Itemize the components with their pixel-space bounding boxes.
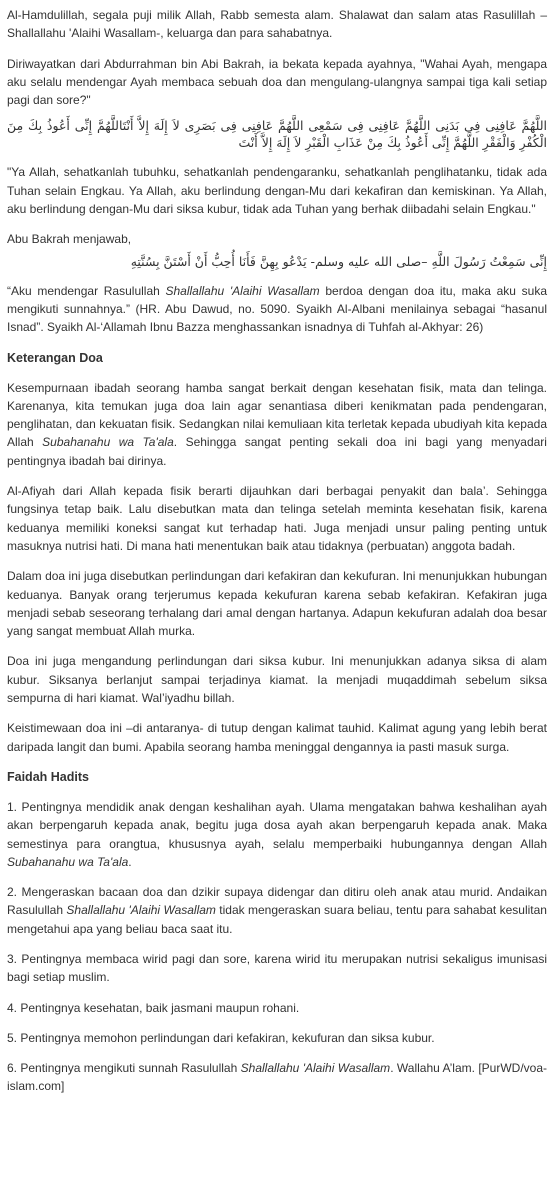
faidah-text: 1. Pentingnya mendidik anak dengan keshalihan ayah. Ulama mengatakan bahwa keshalihan ayah akan berpengaruh kepada anak, begitu juga dosa ayah akan berpengaruh kepada anak. Maka semestinya para orangtua, khususnya ayah, selalu memperbaiki hubungannya dengan Allah (7, 799, 547, 851)
faidah-text: . (128, 854, 132, 869)
keterangan-text: Kesempurnaan ibadah seorang hamba sangat berkait dengan kesehatan fisik, mata dan telinga. Karenanya, kita temukan juga doa lain agar senantiasa diberi kenikmatan pada pendengaran, penglihatan, dan kekuatan fisik. Sedangkan nilai kemuliaan kita terletak kepada ubudiyah kita kepada Allah (7, 380, 547, 450)
answer-arabic-text: إِنِّى سَمِعْتُ رَسُولَ اللَّهِ –صلى الله عليه وسلم- يَدْعُو بِهِنَّ فَأَنَا أُحِبُّ أَنْ أَسْتَنَّ بِسُنَّتِهِ (130, 253, 547, 269)
answer-translation-text: “Aku mendengar Rasulullah (7, 283, 166, 298)
dua-arabic-text: اللَّهُمَّ عَافِنِى فِى بَدَنِى اللَّهُمَّ عَافِنِى فِى سَمْعِى اللَّهُمَّ عَافِنِى فِى بَصَرِى لاَ إِلَهَ إِلاَّ أَنْتَاللَّهُمَّ إِنِّى أَعُوذُ بِكَ مِنَ الْكُفْرِ وَالْفَقْرِ اللَّهُمَّ إِنِّى أَعُوذُ بِكَ مِنْ عَذَابِ الْقَبْرِ لاَ إِلَهَ إِلاَّ أَنْتَ (7, 118, 547, 151)
intro-paragraph: Al-Hamdulillah, segala puji milik Allah, Rabb semesta alam. Shalawat dan salam atas Rasulillah –Shallallahu 'Alaihi Wasallam-, keluarga dan para sahabatnya. (7, 8, 547, 41)
answer-intro-paragraph: Abu Bakrah menjawab, (7, 232, 132, 247)
faidah-item-3: 3. Pentingnya membaca wirid pagi dan sore, karena wirid itu merupakan nutrisi sekaligus imunisasi bagi setiap muslim. (7, 951, 547, 985)
keterangan-paragraph-2: Al-Afiyah dari Allah kepada fisik berarti dijauhkan dari berbagai penyakit dan bala’. Sehingga fungsinya tetap baik. Lalu disebutkan mata dan telinga setelah meminta kesehatan fisik, karena keduanya memiliki koneksi sangat kut terhadap hati. Juga menjadi unsur paling penting untuk masuknya nutrisi hati. Di mana hati menentukan baik atau tidaknya (perbuatan) anggota badah. (7, 484, 547, 553)
faidah-item-4: 4. Pentingnya kesehatan, baik jasmani maupun rohani. (7, 1000, 300, 1015)
honorific-italic: Shallallahu 'Alaihi Wasallam (240, 1061, 391, 1076)
narration-paragraph: Diriwayatkan dari Abdurrahman bin Abi Bakrah, ia bekata kepada ayahnya, "Wahai Ayah, mengapa aku selalu mendengar Ayah membaca sebuah doa dan mengulang-ulangnya sampai tiga kali setiap pagi dan sore?" (7, 56, 547, 108)
honorific-italic: Subahanahu wa Ta'ala (7, 854, 129, 869)
dua-translation-paragraph: "Ya Allah, sehatkanlah tubuhku, sehatkanlah pendengaranku, sehatkanlah penglihatanku, tidak ada Tuhan selain Engkau. Ya Allah, aku berlindung dengan-Mu dari kekafiran dan kemiskinan. Ya Allah, aku berlindung dengan-Mu dari siksa kubur, tidak ada Tuhan yang berhak diibadahi selain Engkau." (7, 165, 547, 217)
faidah-text: . Wallahu A’lam. [PurWD/voa-islam.com] (7, 1061, 547, 1094)
faidah-item-6 (7, 1059, 547, 1096)
faidah-text: 2. Mengeraskan bacaan doa dan dzikir supaya didengar dan ditiru oleh anak atau murid. Andaikan Rasulullah (7, 885, 547, 918)
honorific-italic: Shallallahu 'Alaihi Wasallam (165, 283, 320, 298)
keterangan-text: . Sehingga sangat penting sekali doa ini bagi yang menyadari pentingnya ibadah bai dirinya. (7, 435, 547, 468)
answer-translation-paragraph (7, 282, 547, 337)
keterangan-paragraph-4: Doa ini juga mengandung perlindungan dari siksa kubur. Ini menunjukkan adanya siksa di alam kubur. Siksanya berlanjut sampai terjadinya kiamat. Ia menjadi muqaddimah sebelum siksa sempurna di hari kiamat. Wal’iyadhu billah. (7, 654, 547, 706)
faidah-item-1 (7, 798, 547, 871)
keterangan-heading: Keterangan Doa (7, 350, 103, 365)
honorific-italic: Shallallahu 'Alaihi Wasallam (66, 903, 216, 918)
faidah-item-2 (7, 883, 547, 938)
faidah-item-5: 5. Pentingnya memohon perlindungan dari kefakiran, kekufuran dan siksa kubur. (7, 1030, 435, 1045)
faidah-text: 6. Pentingnya mengikuti sunnah Rasulullah (7, 1061, 241, 1076)
honorific-italic: Subahanahu wa Ta'ala (42, 435, 174, 450)
faidah-text: tidak mengeraskan suara beliau, tentu para sahabat kesulitan mengetahui apa yang beliau baca saat itu. (7, 903, 547, 936)
keterangan-paragraph-1 (7, 379, 547, 470)
keterangan-paragraph-3: Dalam doa ini juga disebutkan perlindungan dari kefakiran dan kekufuran. Ini menunjukkan hubungan keduanya. Banyak orang terjerumus kepada kekufuran karena sebab kefakiran. Kefakiran juga menjadi sebab seseorang terhalang dari amal dengan hartanya. Adapun kekufuran adalah doa besar yang sangat membuat Allah murka. (7, 569, 547, 639)
answer-translation-text: berdoa dengan doa itu, maka aku suka mengikuti sunnahnya.” (HR. Abu Dawud, no. 5090. Syaikh Al-Albani menilainya sebagai “hasanul Isnad”. Syaikh Al-‘Allamah Ibnu Bazza menghassankan isnadnya di Tuhfah al-Akhyar: 26) (7, 283, 547, 335)
faidah-heading: Faidah Hadits (7, 769, 89, 784)
keterangan-paragraph-5: Keistimewaan doa ini –di antaranya- di tutup dengan kalimat tauhid. Kalimat agung yang lebih berat daripada langit dan bumi. Apabila seorang hamba meninggal dengannya ia pasti masuk surga. (7, 721, 547, 754)
